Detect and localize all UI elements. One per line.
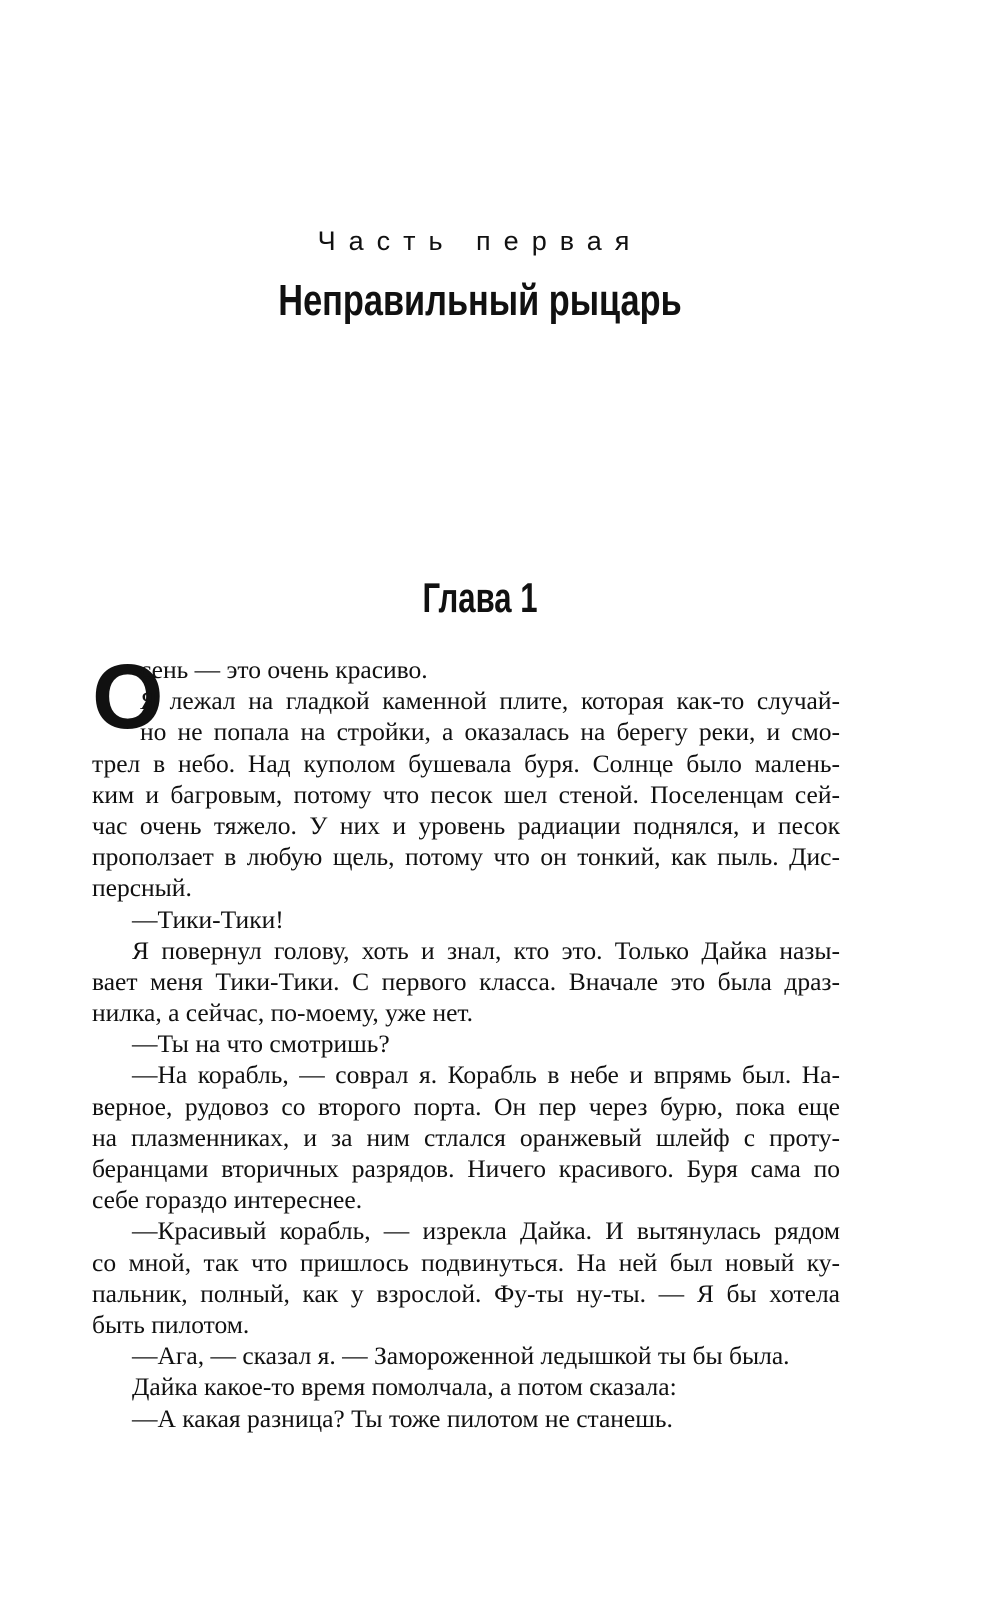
chapter-title: Глава 1 [422, 574, 538, 621]
text-line: —Ты на что смотришь? [132, 1029, 390, 1059]
text-line: себе гораздо интереснее. [92, 1185, 363, 1215]
text-line: верное, рудовоз со второго порта. Он пер через бурю, пока еще [92, 1091, 840, 1121]
part-label: Часть первая [317, 226, 643, 256]
text-line: час очень тяжело. У них и уровень радиации поднялся, и песок [92, 810, 840, 840]
text-line: вает меня Тики-Тики. С первого класса. Вначале это была драз- [92, 966, 840, 996]
drop-cap: О [92, 646, 164, 748]
text-line: но не попала на стройки, а оказалась на берегу реки, и смо- [140, 717, 840, 747]
text-line: сень — это очень красиво. [140, 655, 428, 684]
text-line: проползает в любую щель, потому что он тонкий, как пыль. Дис- [92, 842, 840, 872]
text-line: персный. [92, 873, 192, 903]
text-line: Я повернул голову, хоть и знал, кто это. Только Дайка назы- [132, 935, 840, 965]
part-title: Неправильный рыцарь [278, 276, 682, 325]
text-line: нилка, а сейчас, по-моему, уже нет. [92, 998, 474, 1028]
text-line: Дайка какое-то время помолчала, а потом сказала: [132, 1372, 677, 1402]
text-line: —Ага, — сказал я. — Замороженной ледышкой ты бы была. [132, 1341, 790, 1371]
text-line: —Красивый корабль, — изрекла Дайка. И вытянулась рядом [132, 1216, 840, 1246]
text-line: беранцами вторичных разрядов. Ничего красивого. Буря сама по [92, 1154, 840, 1183]
text-line: —На корабль, — соврал я. Корабль в небе и впрямь был. На- [132, 1060, 840, 1090]
text-line: Я лежал на гладкой каменной плите, которая как-то случай- [140, 686, 840, 716]
text-line: —Тики-Тики! [132, 904, 284, 934]
text-line: со мной, так что пришлось подвинуться. На ней был новый ку- [92, 1247, 840, 1277]
text-line: ким и багровым, потому что песок шел стеной. Поселенцам сей- [92, 779, 840, 809]
text-line: на плазменниках, и за ним стлался оранжевый шлейф с проту- [92, 1122, 840, 1152]
text-line: пальник, полный, как у взрослой. Фу-ты ну-ты. — Я бы хотела [92, 1278, 840, 1308]
text-line: —А какая разница? Ты тоже пилотом не станешь. [132, 1403, 673, 1433]
text-line: быть пилотом. [92, 1309, 250, 1339]
chapter-body [92, 646, 840, 1434]
text-line: трел в небо. Над куполом бушевала буря. Солнце было малень- [92, 748, 840, 778]
